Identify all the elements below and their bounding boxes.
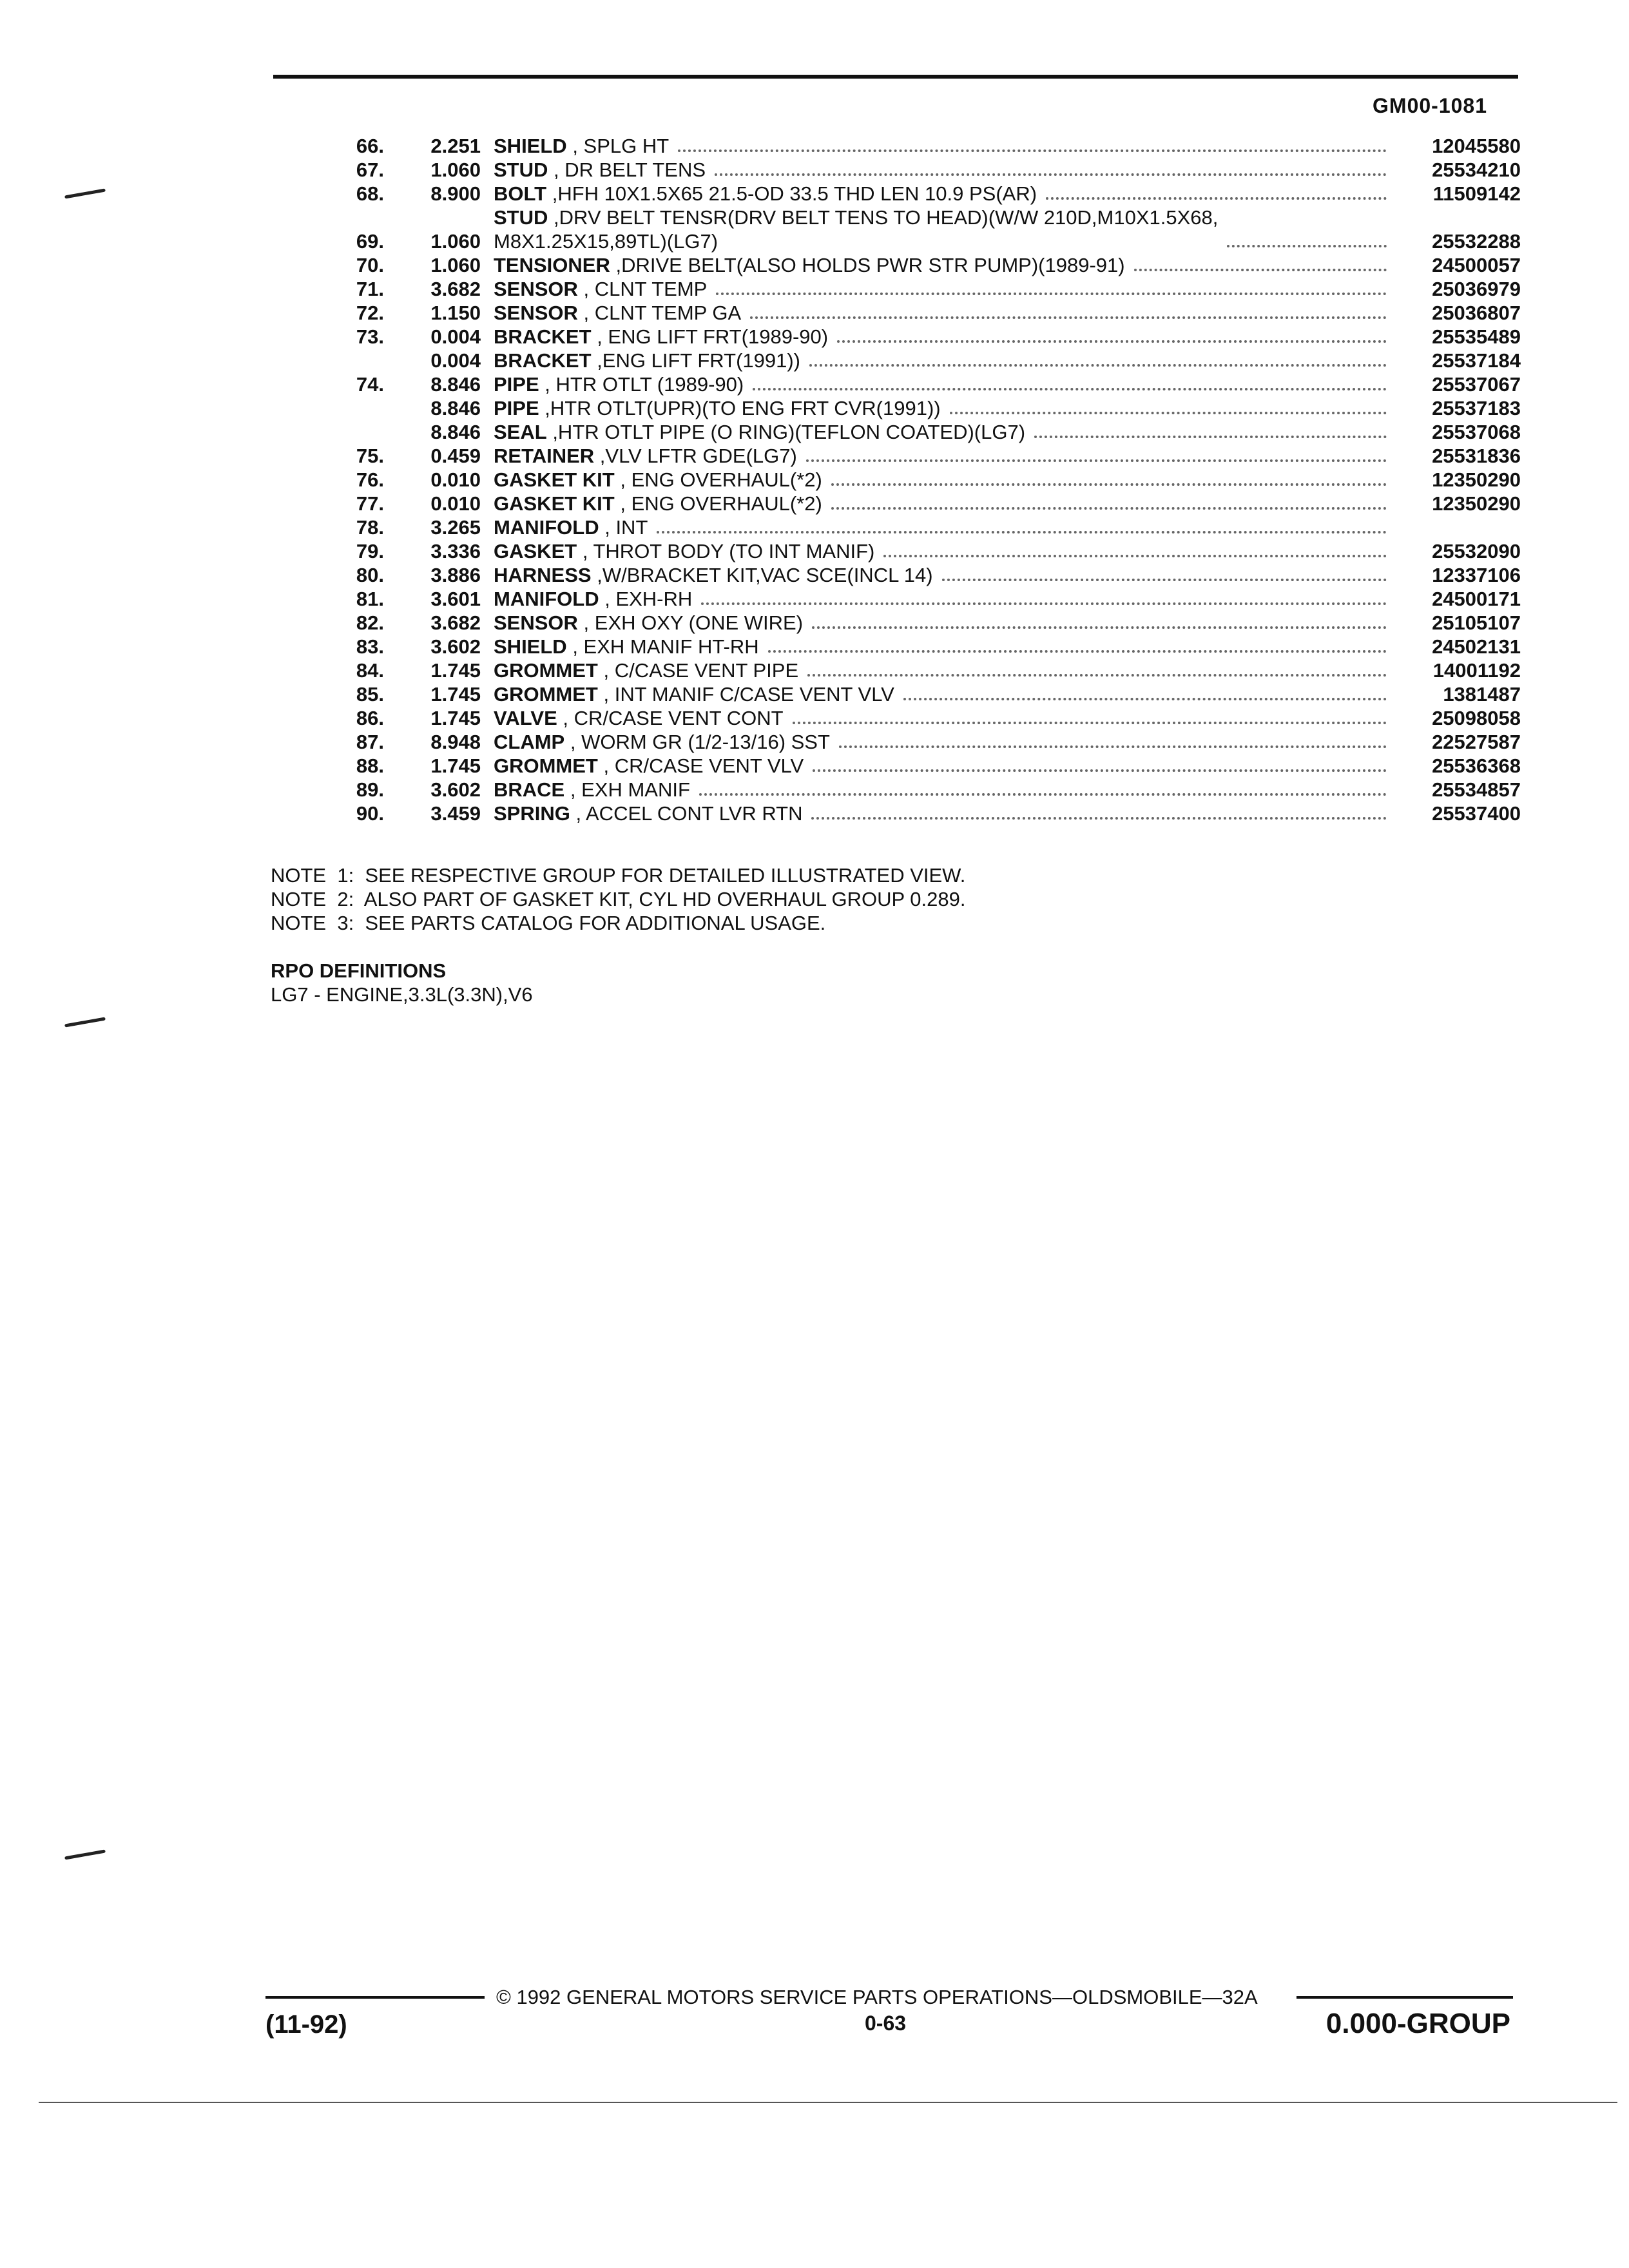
rpo-item-lg7: LG7 - ENGINE,3.3L(3.3N),V6 <box>271 983 533 1006</box>
part-name: SHIELD <box>494 635 567 658</box>
part-row <box>271 706 1521 730</box>
part-row <box>271 396 1521 420</box>
group-number: 3.602 <box>430 635 481 658</box>
part-number: 25532288 <box>1432 230 1521 253</box>
part-description <box>494 253 1125 277</box>
dot-leader <box>1046 197 1387 200</box>
part-row <box>271 635 1521 658</box>
part-name: GASKET KIT <box>494 492 615 515</box>
part-number: 25537184 <box>1432 349 1521 372</box>
item-number: 87. <box>356 731 384 753</box>
group-number: 3.682 <box>430 611 481 634</box>
scan-edge-line <box>39 2102 1617 2103</box>
group-number: 3.459 <box>430 802 481 825</box>
part-number: 24500057 <box>1432 254 1521 276</box>
part-number: 25036807 <box>1432 302 1521 324</box>
part-detail: , INT MANIF C/CASE VENT VLV <box>603 683 894 706</box>
part-description <box>494 730 830 754</box>
part-description <box>494 134 669 158</box>
dot-leader <box>807 674 1387 677</box>
part-row <box>271 349 1521 372</box>
dot-leader <box>942 579 1387 581</box>
dot-leader <box>793 722 1387 724</box>
part-number: 25535489 <box>1432 325 1521 348</box>
part-detail: ,ENG LIFT FRT(1991)) <box>597 349 800 372</box>
dot-leader <box>903 698 1387 700</box>
footer-rule-left <box>265 1996 485 1999</box>
part-name: SHIELD <box>494 135 567 157</box>
item-number: 90. <box>356 802 384 825</box>
dot-leader <box>678 149 1387 152</box>
group-number: 3.336 <box>430 540 481 562</box>
dot-leader <box>837 340 1387 343</box>
part-name: GROMMET <box>494 659 598 682</box>
part-description <box>494 206 1218 253</box>
part-row <box>271 658 1521 682</box>
binding-mark <box>64 188 106 198</box>
part-detail: ,DRV BELT TENSR(DRV BELT TENS TO HEAD)(W/W 210D,M10X1.5X68, <box>554 206 1219 229</box>
part-name: SPRING <box>494 802 570 825</box>
part-detail: , CR/CASE VENT CONT <box>563 707 784 729</box>
part-row <box>271 802 1521 825</box>
part-detail: ,VLV LFTR GDE(LG7) <box>599 445 797 467</box>
notes-section <box>271 863 965 935</box>
item-number: 72. <box>356 302 384 324</box>
part-number: 12045580 <box>1432 135 1521 157</box>
dot-leader <box>811 817 1387 820</box>
part-description <box>494 635 759 658</box>
item-number: 76. <box>356 468 384 491</box>
part-number: 25537067 <box>1432 373 1521 396</box>
part-name: BRACE <box>494 778 565 801</box>
part-detail: , ENG OVERHAUL(*2) <box>620 492 822 515</box>
group-number: 1.745 <box>430 683 481 706</box>
dot-leader <box>716 293 1387 295</box>
part-name: SENSOR <box>494 278 578 300</box>
group-number: 8.948 <box>430 731 481 753</box>
group-number: 3.886 <box>430 564 481 586</box>
part-detail: , INT <box>604 516 648 539</box>
part-name: BOLT <box>494 182 547 205</box>
part-row <box>271 492 1521 515</box>
part-row <box>271 372 1521 396</box>
group-number: 1.150 <box>430 302 481 324</box>
part-detail-continued: M8X1.25X15,89TL)(LG7) <box>494 230 718 253</box>
dot-leader <box>701 602 1387 605</box>
group-number: 3.265 <box>430 516 481 539</box>
group-number: 1.060 <box>430 159 481 181</box>
item-number: 85. <box>356 683 384 706</box>
part-description <box>494 182 1037 206</box>
part-description <box>494 420 1025 444</box>
part-detail: , THROT BODY (TO INT MANIF) <box>582 540 875 562</box>
group-number: 0.010 <box>430 468 481 491</box>
part-detail: ,HTR OTLT PIPE (O RING)(TEFLON COATED)(LG7) <box>552 421 1026 443</box>
part-number: 25537068 <box>1432 421 1521 443</box>
note-2: NOTE 2: ALSO PART OF GASKET KIT, CYL HD OVERHAUL GROUP 0.289. <box>271 888 966 910</box>
part-number: 12350290 <box>1432 468 1521 491</box>
part-description <box>494 754 804 778</box>
part-row <box>271 563 1521 587</box>
part-name: GASKET KIT <box>494 468 615 491</box>
part-row <box>271 182 1521 206</box>
item-number: 81. <box>356 588 384 610</box>
part-row <box>271 611 1521 635</box>
part-description <box>494 658 798 682</box>
part-detail: , HTR OTLT (1989-90) <box>545 373 744 396</box>
part-name: GROMMET <box>494 683 598 706</box>
group-number: 2.251 <box>430 135 481 157</box>
item-number: 74. <box>356 373 384 396</box>
parts-list <box>271 134 1521 825</box>
part-name: STUD <box>494 159 548 181</box>
part-name: TENSIONER <box>494 254 610 276</box>
part-description <box>494 277 707 301</box>
dot-leader <box>753 388 1387 390</box>
part-name: SENSOR <box>494 611 578 634</box>
group-number: 8.846 <box>430 421 481 443</box>
group-number: 1.060 <box>430 254 481 276</box>
dot-leader <box>806 459 1387 462</box>
part-row <box>271 301 1521 325</box>
part-description <box>494 325 828 349</box>
part-name: PIPE <box>494 373 539 396</box>
part-number: 25105107 <box>1432 611 1521 634</box>
part-row <box>271 325 1521 349</box>
dot-leader <box>1134 269 1387 271</box>
group-number: 0.459 <box>430 445 481 467</box>
part-number: 25534210 <box>1432 159 1521 181</box>
part-detail: , WORM GR (1/2-13/16) SST <box>570 731 830 753</box>
item-number: 86. <box>356 707 384 729</box>
part-name: BRACKET <box>494 325 592 348</box>
part-row <box>271 134 1521 158</box>
part-detail: , CLNT TEMP <box>583 278 708 300</box>
item-number: 78. <box>356 516 384 539</box>
part-detail: , CLNT TEMP GA <box>583 302 742 324</box>
item-number: 75. <box>356 445 384 467</box>
part-number: 25098058 <box>1432 707 1521 729</box>
part-number: 25536368 <box>1432 754 1521 777</box>
part-description <box>494 444 797 468</box>
part-number: 24500171 <box>1432 588 1521 610</box>
group-number: 3.682 <box>430 278 481 300</box>
part-description <box>494 372 744 396</box>
part-detail: , ENG LIFT FRT(1989-90) <box>597 325 829 348</box>
part-detail: ,HFH 10X1.5X65 21.5-OD 33.5 THD LEN 10.9 PS(AR) <box>552 182 1037 205</box>
part-detail: ,HTR OTLT(UPR)(TO ENG FRT CVR(1991)) <box>545 397 941 419</box>
part-description <box>494 158 706 182</box>
part-description <box>494 706 784 730</box>
item-number: 70. <box>356 254 384 276</box>
dot-leader <box>831 507 1387 510</box>
part-row <box>271 253 1521 277</box>
part-number: 11509142 <box>1432 182 1521 205</box>
dot-leader <box>1227 245 1387 247</box>
binding-mark <box>64 1017 106 1027</box>
group-number: 1.745 <box>430 707 481 729</box>
part-description <box>494 802 802 825</box>
note-3: NOTE 3: SEE PARTS CATALOG FOR ADDITIONAL USAGE. <box>271 912 826 934</box>
group-number: 0.010 <box>430 492 481 515</box>
item-number: 83. <box>356 635 384 658</box>
part-number: 12350290 <box>1432 492 1521 515</box>
part-row <box>271 587 1521 611</box>
part-number: 25036979 <box>1432 278 1521 300</box>
document-id: GM00-1081 <box>1373 94 1487 117</box>
part-name: SEAL <box>494 421 547 443</box>
rpo-definitions <box>271 959 533 1006</box>
group-number: 0.004 <box>430 325 481 348</box>
group-number: 1.060 <box>430 230 481 253</box>
dot-leader <box>839 745 1387 748</box>
dot-leader <box>699 793 1387 796</box>
group-number: 3.601 <box>430 588 481 610</box>
part-description <box>494 492 822 515</box>
item-number: 89. <box>356 778 384 801</box>
dot-leader <box>768 650 1387 653</box>
part-row <box>271 778 1521 802</box>
part-detail: , SPLG HT <box>572 135 670 157</box>
revision-date: (11-92) <box>265 2010 347 2039</box>
item-number: 80. <box>356 564 384 586</box>
part-detail: , ACCEL CONT LVR RTN <box>575 802 803 825</box>
part-description <box>494 515 648 539</box>
part-description <box>494 539 874 563</box>
item-number: 71. <box>356 278 384 300</box>
item-number: 69. <box>356 230 384 253</box>
part-description <box>494 587 692 611</box>
item-number: 73. <box>356 325 384 348</box>
part-name: GASKET <box>494 540 577 562</box>
item-number: 79. <box>356 540 384 562</box>
group-label: 0.000-GROUP <box>1325 2008 1510 2039</box>
part-name: SENSOR <box>494 302 578 324</box>
part-name: MANIFOLD <box>494 588 599 610</box>
part-row <box>271 277 1521 301</box>
part-name: GROMMET <box>494 754 598 777</box>
part-row <box>271 158 1521 182</box>
part-name: VALVE <box>494 707 557 729</box>
part-row <box>271 539 1521 563</box>
part-row <box>271 682 1521 706</box>
part-detail: , EXH MANIF <box>570 778 690 801</box>
dot-leader <box>750 316 1387 319</box>
part-description <box>494 396 941 420</box>
part-number: 22527587 <box>1432 731 1521 753</box>
part-description <box>494 301 741 325</box>
part-description <box>494 778 690 802</box>
group-number: 8.846 <box>430 397 481 419</box>
part-number: 14001192 <box>1432 659 1521 682</box>
group-number: 3.602 <box>430 778 481 801</box>
dot-leader <box>950 412 1387 414</box>
binding-mark <box>64 1849 106 1860</box>
item-number: 84. <box>356 659 384 682</box>
part-description <box>494 468 822 492</box>
item-number: 77. <box>356 492 384 515</box>
group-number: 1.745 <box>430 659 481 682</box>
part-number: 12337106 <box>1432 564 1521 586</box>
part-detail: , DR BELT TENS <box>554 159 706 181</box>
copyright-line: © 1992 GENERAL MOTORS SERVICE PARTS OPERATIONS—OLDSMOBILE—32A <box>496 1986 1258 2008</box>
part-detail: ,W/BRACKET KIT,VAC SCE(INCL 14) <box>597 564 933 586</box>
part-row <box>271 515 1521 539</box>
part-number: 24502131 <box>1432 635 1521 658</box>
part-number: 25534857 <box>1432 778 1521 801</box>
part-number: 1381487 <box>1443 683 1521 706</box>
part-number: 25532090 <box>1432 540 1521 562</box>
part-name: CLAMP <box>494 731 565 753</box>
part-name: HARNESS <box>494 564 592 586</box>
part-number: 25537400 <box>1432 802 1521 825</box>
dot-leader <box>809 364 1387 367</box>
part-number: 25531836 <box>1432 445 1521 467</box>
part-description <box>494 611 803 635</box>
dot-leader <box>812 626 1387 629</box>
part-row <box>271 468 1521 492</box>
part-row <box>271 420 1521 444</box>
part-row <box>271 730 1521 754</box>
item-number: 88. <box>356 754 384 777</box>
part-description <box>494 349 800 372</box>
dot-leader <box>813 769 1387 772</box>
part-row <box>271 754 1521 778</box>
dot-leader <box>715 173 1387 176</box>
part-detail: , C/CASE VENT PIPE <box>603 659 799 682</box>
dot-leader <box>1034 436 1387 438</box>
group-number: 0.004 <box>430 349 481 372</box>
item-number: 67. <box>356 159 384 181</box>
part-row <box>271 444 1521 468</box>
part-number: 25537183 <box>1432 397 1521 419</box>
item-number: 68. <box>356 182 384 205</box>
item-number: 66. <box>356 135 384 157</box>
part-detail: , EXH OXY (ONE WIRE) <box>583 611 804 634</box>
group-number: 1.745 <box>430 754 481 777</box>
part-row <box>271 206 1521 253</box>
item-number: 82. <box>356 611 384 634</box>
part-name: PIPE <box>494 397 539 419</box>
part-detail: ,DRIVE BELT(ALSO HOLDS PWR STR PUMP)(1989-91) <box>615 254 1125 276</box>
dot-leader <box>883 555 1387 557</box>
part-detail: , CR/CASE VENT VLV <box>603 754 804 777</box>
dot-leader <box>831 483 1387 486</box>
dot-leader <box>657 531 1387 533</box>
note-1: NOTE 1: SEE RESPECTIVE GROUP FOR DETAILED ILLUSTRATED VIEW. <box>271 864 966 887</box>
part-description <box>494 682 894 706</box>
part-name: BRACKET <box>494 349 592 372</box>
page-number: 0-63 <box>865 2012 907 2035</box>
header-rule <box>273 75 1518 79</box>
group-number: 8.846 <box>430 373 481 396</box>
part-detail: , ENG OVERHAUL(*2) <box>620 468 822 491</box>
part-name: MANIFOLD <box>494 516 599 539</box>
part-detail: , EXH MANIF HT-RH <box>572 635 759 658</box>
part-name: STUD <box>494 206 548 229</box>
part-detail: , EXH-RH <box>604 588 693 610</box>
rpo-heading: RPO DEFINITIONS <box>271 959 447 982</box>
footer-rule-right <box>1296 1996 1513 1999</box>
part-name: RETAINER <box>494 445 595 467</box>
part-description <box>494 563 933 587</box>
group-number: 8.900 <box>430 182 481 205</box>
